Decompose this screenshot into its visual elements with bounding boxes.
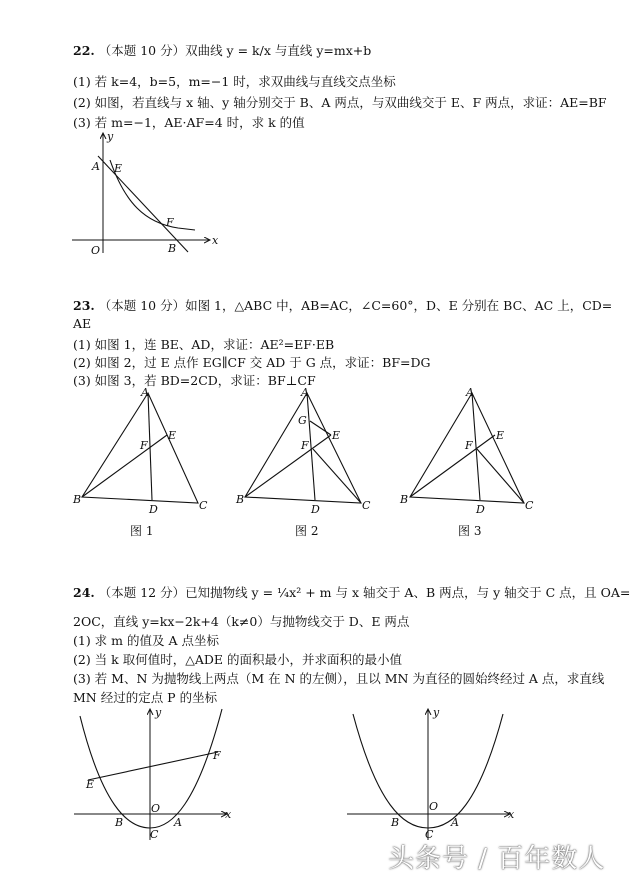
q23-f1-label-B: B bbox=[73, 493, 82, 506]
q23-f1-BE bbox=[82, 435, 167, 497]
q24-part1: (1) 求 m 的值及 A 点坐标 bbox=[73, 633, 219, 648]
q24-left-label-y: y bbox=[155, 706, 162, 719]
q23-f2-label-D: D bbox=[311, 503, 320, 516]
q23-f3-label-A: A bbox=[466, 386, 474, 399]
q24-left-label-F: F bbox=[213, 749, 221, 762]
q22-label-E: E bbox=[114, 162, 123, 175]
q23-figure-2 bbox=[235, 385, 385, 515]
q23-f3-label-C: C bbox=[525, 499, 534, 512]
q22-label-B: B bbox=[168, 242, 177, 255]
watermark: 头条号 / 百年数人 bbox=[388, 844, 606, 874]
q23-f2-CF bbox=[313, 449, 361, 503]
q22-header bbox=[73, 41, 371, 59]
q23-part2: (2) 如图 2，过 E 点作 EG∥CF 交 AD 于 G 点，求证：BF=DG bbox=[73, 355, 431, 370]
q24-right-label-y: y bbox=[433, 706, 440, 719]
q24-part2: (2) 当 k 取何值时，△ADE 的面积最小，并求面积的最小值 bbox=[73, 652, 402, 667]
q23-number: 23. bbox=[73, 298, 95, 313]
q22-label-y: y bbox=[107, 130, 114, 143]
q23-f2-label-F: F bbox=[301, 439, 309, 452]
q23-f3-label-D: D bbox=[476, 503, 485, 516]
q23-f1-label-A: A bbox=[141, 386, 149, 399]
q22-figure bbox=[70, 128, 220, 258]
q23-f3-BE bbox=[410, 435, 495, 497]
q24-right-label-x: x bbox=[508, 808, 515, 821]
q24-part4: MN 经过的定点 P 的坐标 bbox=[73, 690, 218, 705]
q23-f1-label-F: F bbox=[140, 439, 148, 452]
q23-stem-cont: AE bbox=[73, 316, 92, 331]
q23-f2-label-A: A bbox=[301, 386, 309, 399]
q24-left-line-EF bbox=[88, 752, 218, 780]
q23-caption-3: 图 3 bbox=[458, 524, 482, 538]
q23-f2-label-E: E bbox=[332, 429, 341, 442]
q23-f1-label-E: E bbox=[168, 429, 177, 442]
q24-stem-cont: 2OC，直线 y=kx−2k+4（k≠0）与抛物线交于 D、E 两点 bbox=[73, 614, 410, 629]
q22-part2: (2) 如图，若直线与 x 轴、y 轴分别交于 B、A 两点，与双曲线交于 E、F 两点，求证：AE=BF bbox=[73, 95, 607, 110]
q23-caption-1: 图 1 bbox=[130, 524, 154, 538]
q22-label-x: x bbox=[212, 234, 219, 247]
q24-right-label-C: C bbox=[425, 828, 434, 841]
q24-left-label-A: A bbox=[174, 816, 182, 829]
q23-part1: (1) 如图 1，连 BE、AD，求证：AE²=EF·EB bbox=[73, 337, 335, 352]
q22-hyperbola bbox=[110, 160, 195, 230]
q22-part3: (3) 若 m=−1，AE·AF=4 时，求 k 的值 bbox=[73, 115, 305, 130]
q24-left-label-C: C bbox=[150, 828, 159, 841]
q23-f1-label-D: D bbox=[149, 503, 158, 516]
q24-left-label-O: O bbox=[151, 802, 161, 815]
q23-figure-1 bbox=[70, 385, 220, 515]
q24-left-label-B: B bbox=[115, 816, 124, 829]
q23-f3-label-E: E bbox=[496, 429, 505, 442]
q22-line bbox=[98, 156, 188, 252]
q24-number: 24. bbox=[73, 585, 95, 600]
q23-f2-label-B: B bbox=[236, 493, 245, 506]
q23-f2-BE bbox=[245, 435, 331, 497]
q24-right-label-A: A bbox=[451, 816, 459, 829]
q24-stem: （本题 12 分）已知抛物线 y = ¼x² + m 与 x 轴交于 A、B 两点，与 y 轴交于 C 点，且 OA= bbox=[98, 585, 631, 600]
q23-header bbox=[73, 296, 612, 314]
q24-part3: (3) 若 M、N 为抛物线上两点（M 在 N 的左侧），且以 MN 为直径的圆始终经过 A 点，求直线 bbox=[73, 671, 605, 686]
q23-stem: （本题 10 分）如图 1，△ABC 中，AB=AC，∠C=60°，D、E 分别在 BC、AC 上，CD= bbox=[98, 298, 613, 313]
q24-right-label-B: B bbox=[391, 816, 400, 829]
q23-f2-label-G: G bbox=[298, 414, 307, 427]
q23-f3-CF bbox=[477, 449, 524, 503]
q22-label-O: O bbox=[91, 244, 101, 257]
q24-left-label-x: x bbox=[225, 808, 232, 821]
q22-part1: (1) 若 k=4，b=5，m=−1 时，求双曲线与直线交点坐标 bbox=[73, 74, 396, 89]
q22-label-F: F bbox=[166, 216, 174, 229]
q23-caption-2: 图 2 bbox=[295, 524, 319, 538]
q24-right-label-O: O bbox=[429, 800, 439, 813]
q22-stem: （本题 10 分）双曲线 y = k/x 与直线 y=mx+b bbox=[98, 43, 372, 58]
q24-figure-left bbox=[72, 704, 242, 844]
q22-number: 22. bbox=[73, 43, 95, 58]
q23-figure-3 bbox=[398, 385, 548, 515]
q24-header bbox=[73, 583, 630, 601]
q24-left-label-E: E bbox=[86, 778, 95, 791]
q22-label-A: A bbox=[92, 160, 100, 173]
q23-part3: (3) 如图 3，若 BD=2CD，求证：BF⊥CF bbox=[73, 373, 316, 388]
q23-f3-label-B: B bbox=[400, 493, 409, 506]
q23-f3-label-F: F bbox=[465, 439, 473, 452]
q24-figure-right bbox=[345, 704, 525, 844]
q23-f1-label-C: C bbox=[199, 499, 208, 512]
q23-f2-EG bbox=[310, 421, 331, 435]
q23-f2-label-C: C bbox=[362, 499, 371, 512]
